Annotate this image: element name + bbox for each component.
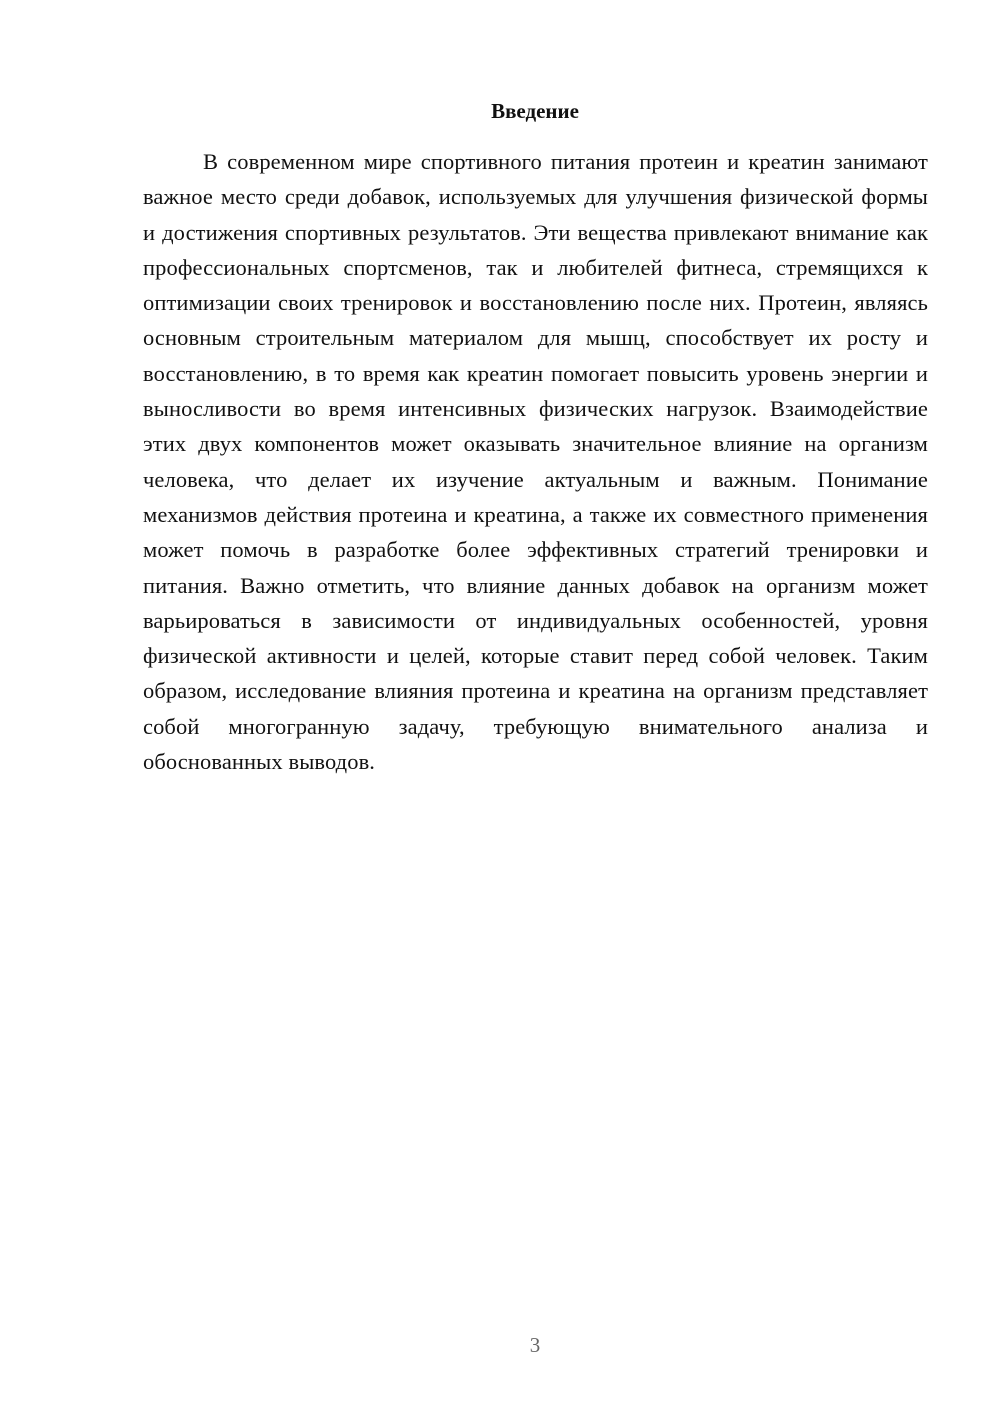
- intro-paragraph: В современном мире спортивного питания протеин и креатин занимают важное место среди добавок, используемых для улучшения физической формы и достижения спортивных результатов. Эти вещества привлекают внимание как профессиональных спортсменов, так и любителей фитнеса, стремящихся к оптимизации своих тренировок и восстановлению после них. Протеин, являясь основным строительным материалом для мышц, способствует их росту и восстановлению, в то время как креатин помогает повысить уровень энергии и выносливости во время интенсивных физических нагрузок. Взаимодействие этих двух компонентов может оказывать значительное влияние на организм человека, что делает их изучение актуальным и важным. Понимание механизмов действия протеина и креатина, а также их совместного применения может помочь в разработке более эффективных стратегий тренировки и питания. Важно отметить, что влияние данных добавок на организм может варьироваться в зависимости от индивидуальных особенностей, уровня физической активности и целей, которые ставит перед собой человек. Таким образом, исследование влияния протеина и креатина на организм представляет собой многогранную задачу, требующую внимательного анализа и обоснованных выводов.: [143, 149, 928, 775]
- section-heading: Введение: [491, 99, 579, 123]
- page-number: 3: [529, 1333, 541, 1357]
